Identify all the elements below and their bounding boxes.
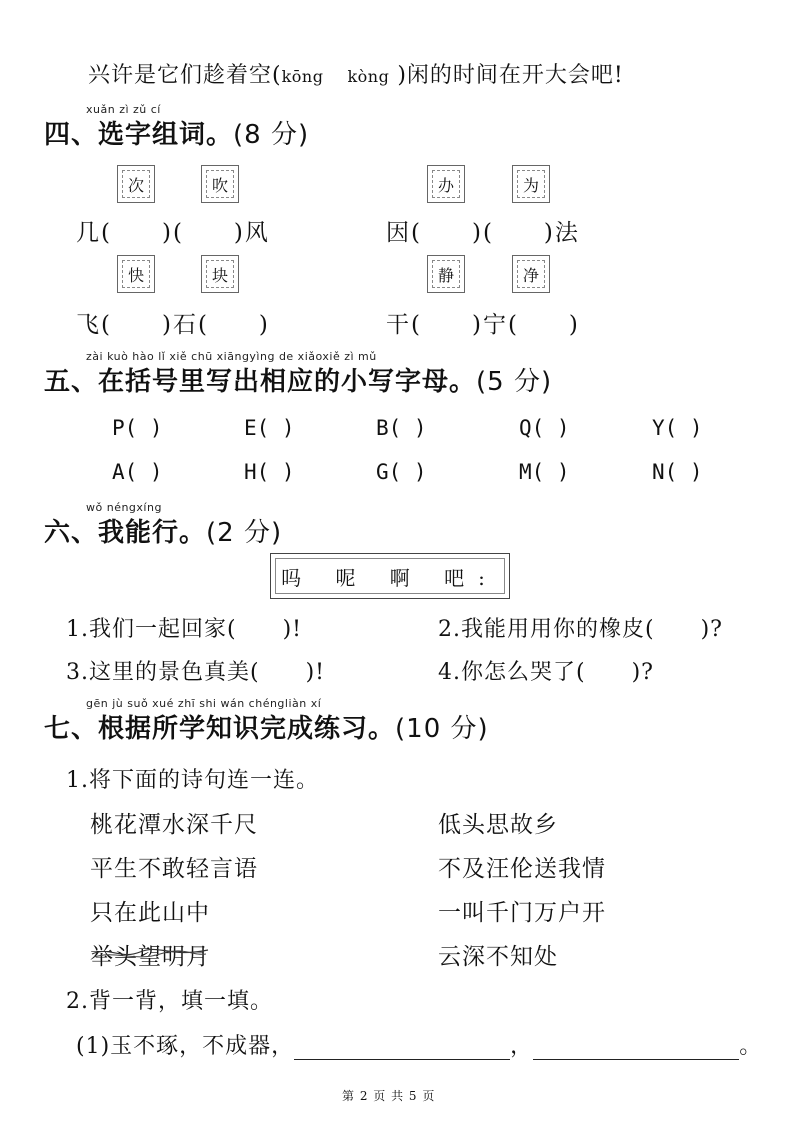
char-box-chui: 吹 [201, 165, 239, 203]
char-box-jing-clean: 净 [512, 255, 550, 293]
letter-item: M( ) [519, 460, 570, 484]
section4-pinyin: xuǎn zì zǔ cí [86, 103, 161, 116]
section7-pinyin: gēn jù suǒ xué zhī shi wán chéngliàn xí [86, 697, 322, 710]
passage-after: )闲的时间在开大会吧! [397, 63, 624, 88]
word-line-1-right: 因( )( )法 [386, 220, 580, 246]
section5-title: 五、在括号里写出相应的小写字母。 [44, 367, 477, 397]
section6-score: (2 分) [206, 518, 283, 548]
word-line-1-left: 几( )( )风 [76, 220, 270, 246]
poem-left-3: 只在此山中 [90, 900, 210, 926]
answer-blank-1[interactable] [294, 1037, 510, 1060]
fill-prompt-1: (1)玉不琢，不成器， [76, 1034, 295, 1059]
section4-heading [44, 114, 309, 151]
page-footer: 第 2 页 共 5 页 [342, 1089, 436, 1103]
section5-pinyin: zài kuò hào lǐ xiě chū xiāngyìng de xiǎoxiě zì mǔ [86, 350, 377, 363]
word-line-2-left: 飞( )石( ) [76, 312, 270, 338]
poem-left-4-wrap [90, 938, 210, 971]
char-box-kuai-piece: 块 [201, 255, 239, 293]
letter-item: A( ) [112, 460, 163, 484]
answer-blank-2[interactable] [533, 1037, 739, 1060]
passage-before: 兴许是它们趁着空( [88, 63, 282, 88]
section7-heading [44, 708, 489, 745]
letter-item: P( ) [112, 416, 163, 440]
letter-item: N( ) [652, 460, 703, 484]
section4-title: 四、选字组词。 [44, 120, 234, 150]
char-box-ci: 次 [117, 165, 155, 203]
passage-line [88, 58, 624, 89]
word-choices: 吗 呢 啊 吧: [281, 565, 499, 590]
poem-left-4 [90, 938, 210, 971]
section7-title: 七、根据所学知识完成练习。 [44, 714, 396, 744]
scribble-mark [90, 942, 210, 964]
section5-heading [44, 361, 552, 398]
letter-item: B( ) [376, 416, 427, 440]
section7-score: (10 分) [395, 714, 489, 744]
poem-right-3: 一叫千门万户开 [438, 900, 606, 926]
poem-right-1: 低头思故乡 [438, 812, 558, 838]
question-2: 2.背一背，填一填。 [66, 989, 273, 1014]
poem-left-1: 桃花潭水深千尺 [90, 812, 258, 838]
pinyin-option-1: kōng [281, 67, 324, 86]
period-mark: 。 [739, 1034, 763, 1059]
fill-line-1 [76, 1029, 762, 1060]
sentence-item-1: 1.我们一起回家( )! [66, 617, 302, 642]
letter-item: H( ) [244, 460, 295, 484]
char-box-kuai-fast: 快 [117, 255, 155, 293]
comma-mark: ， [510, 1034, 534, 1059]
section5-score: (5 分) [476, 367, 553, 397]
char-box-jing-quiet: 静 [427, 255, 465, 293]
sentence-item-4: 4.你怎么哭了( )? [438, 660, 654, 685]
section6-title: 六、我能行。 [44, 518, 207, 548]
poem-left-4-text: 举头望明月 [90, 944, 210, 970]
word-line-2-right: 干( )宁( ) [386, 312, 580, 338]
section6-pinyin: wǒ néngxíng [86, 501, 162, 514]
word-choice-box [270, 553, 510, 599]
poem-right-4: 云深不知处 [438, 944, 558, 970]
letter-item: E( ) [244, 416, 295, 440]
char-box-wei: 为 [512, 165, 550, 203]
letter-item: Q( ) [519, 416, 570, 440]
pinyin-option-2: kòng [347, 67, 390, 86]
section4-score: (8 分) [233, 120, 310, 150]
sentence-item-2: 2.我能用用你的橡皮( )? [438, 617, 723, 642]
letter-item: G( ) [376, 460, 427, 484]
section6-heading [44, 512, 282, 549]
poem-right-2: 不及汪伦送我情 [438, 856, 606, 882]
letter-item: Y( ) [652, 416, 703, 440]
poem-left-2: 平生不敢轻言语 [90, 856, 258, 882]
question-1: 1.将下面的诗句连一连。 [66, 768, 319, 793]
sentence-item-3: 3.这里的景色真美( )! [66, 660, 325, 685]
char-box-ban: 办 [427, 165, 465, 203]
